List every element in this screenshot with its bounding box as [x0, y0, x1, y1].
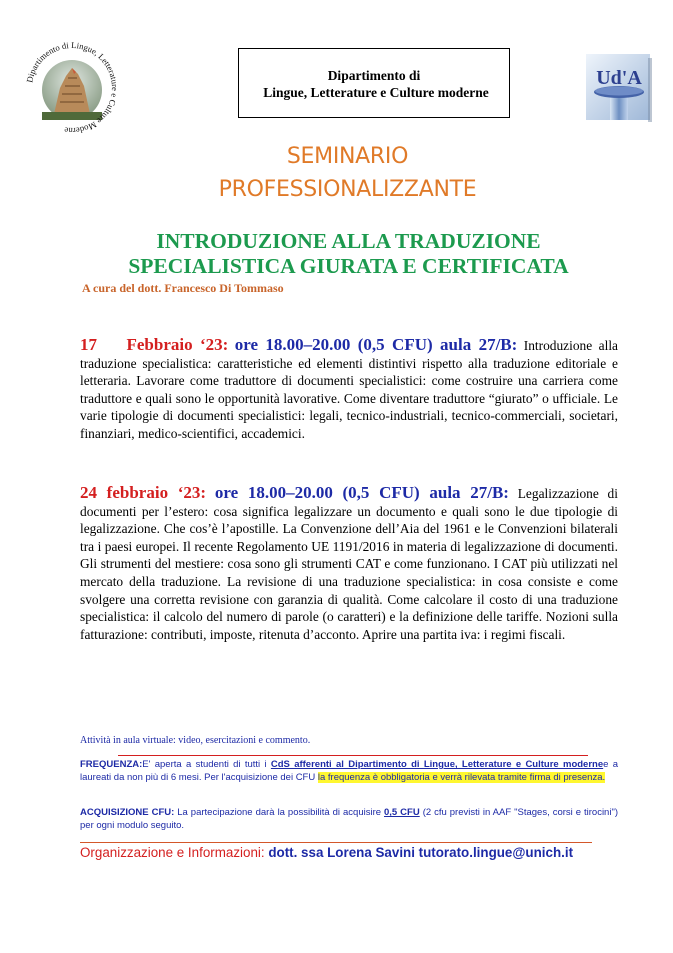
session-block	[80, 484, 618, 643]
department-seal-logo	[24, 40, 120, 136]
attendance-note	[80, 758, 618, 785]
divider	[118, 755, 588, 756]
activity-note: Attività in aula virtuale: video, esercitazioni e commento.	[80, 735, 311, 746]
credits-note	[80, 806, 618, 833]
session-time: ore 18.00–20.00 (0,5 CFU) aula 27/B:	[234, 335, 518, 354]
credits-label: ACQUISIZIONE CFU:	[80, 807, 175, 818]
contact-value[interactable]: dott. ssa Lorena Savini tutorato.lingue@unich.it	[268, 845, 574, 860]
session-time: ore 18.00–20.00 (0,5 CFU) aula 27/B:	[214, 483, 509, 502]
seminar-heading-line-2: PROFESSIONALIZZANTE	[218, 177, 477, 202]
attendance-text-2: e a laureati da non più di 6 mesi. Per l'acquisizione dei CFU	[80, 759, 618, 784]
seminar-heading-line-1: SEMINARIO	[286, 144, 409, 169]
course-title	[0, 229, 673, 279]
tower-of-babel-seal-icon	[24, 40, 120, 136]
session-block	[80, 336, 618, 443]
attendance-text-1: E' aperta a studenti di tutti i	[142, 759, 271, 770]
session-date: 17 Febbraio ‘23:	[80, 335, 229, 354]
department-line-1: Dipartimento di	[327, 68, 421, 83]
department-line-2: Lingue, Letterature e Culture moderne	[263, 85, 489, 100]
session-description: Legalizzazione di documenti per l’estero: cosa significa legalizzare un documento e quali sono le due tipologie di legalizzazione. Che cos’è l’apostille. La Convenzione dell’Aia del 1961 e le Convenzioni bilaterali tra i paesi europei. Il recente Regolamento UE 1191/2016 in materia di legalizzazione di documenti. Gli strumenti del mestiere: cosa sono gli strumenti CAT e come funzionano. I CAT più utilizzati nel mercato della traduzione. La revisione di una traduzione specialistica: in cosa consiste e come svolgere una corretta revisione con garanzia di qualità. Come calcolare il costo di una traduzione specialistica: il calcolo del numero di parole (o caratteri) e la definizione delle tariffe. Nozioni sulla fatturazione: contributi, imposte, ritenuta d’acconto. Aprire una partita iva: i regimi fiscali.	[80, 486, 618, 642]
university-logo	[584, 52, 654, 122]
contact-separator: :	[260, 845, 265, 860]
course-title-line-1: INTRODUZIONE ALLA TRADUZIONE	[156, 229, 541, 253]
session-description: Introduzione alla traduzione specialistica: caratteristiche ed elementi distintivi rispetto alla traduzione editoriale e letteraria. Lavorare come traduttore di documenti specialistici: come costruire una carriera come traduttore e quali sono le opportunità lavorative. Come diventare traduttore “giurato” o ufficiale. Le varie tipologie di documenti specialistici: legali, tecnico-industriali, tecnico-commerciali, societari, finanziari, medico-scientifici, accademici.	[80, 338, 618, 441]
contact-label: Organizzazione e Informazioni	[80, 845, 261, 860]
attendance-mandatory-highlight: la frequenza è obbligatoria e verrà rilevata tramite firma di presenza.	[317, 772, 606, 784]
seminar-heading	[0, 140, 673, 206]
session-date: 24 febbraio ‘23:	[80, 483, 207, 502]
divider	[80, 842, 592, 843]
svg-text:Ud'A: Ud'A	[596, 67, 642, 89]
contact-info	[80, 845, 573, 860]
department-header-box	[238, 48, 510, 118]
uda-university-logo-icon	[584, 52, 654, 122]
credits-value: 0,5 CFU	[384, 807, 420, 818]
credits-text-2: (2 cfu previsti in AAF "Stages, corsi e tirocini") per ogni modulo seguito.	[80, 807, 618, 832]
svg-text:Dipartimento di Lingue, Letter: Dipartimento di Lingue, Letterature e Culture Moderne	[24, 40, 120, 136]
credits-text-1: La partecipazione darà la possibilità di acquisire	[174, 807, 384, 818]
course-title-line-2: SPECIALISTICA GIURATA E CERTIFICATA	[128, 254, 569, 278]
attendance-courses: CdS afferenti al Dipartimento di Lingue, Letterature e Culture moderne	[270, 759, 604, 770]
author-line: A cura del dott. Francesco Di Tommaso	[82, 281, 284, 295]
attendance-label: FREQUENZA:	[80, 759, 143, 770]
